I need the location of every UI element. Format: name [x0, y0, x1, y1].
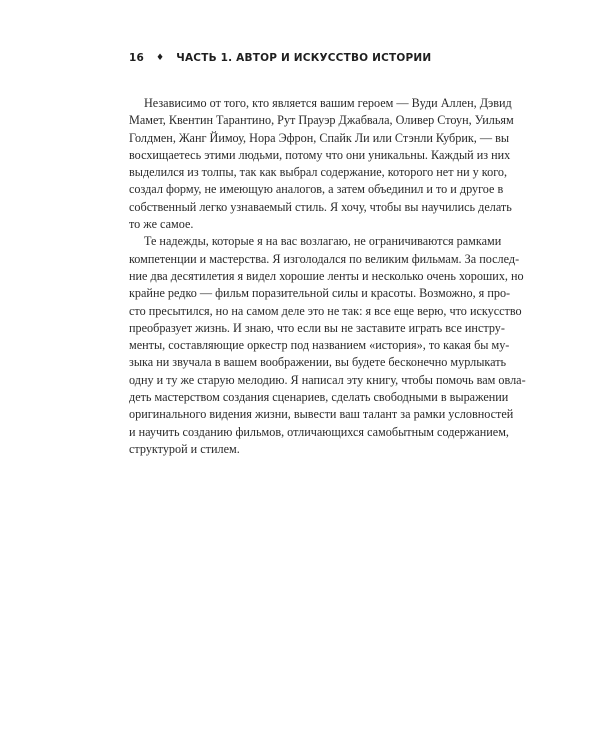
- diamond-separator-icon: ♦: [156, 52, 165, 63]
- paragraph-2-line: ние два десятилетия я видел хорошие ленты и несколько очень хороших, но: [129, 268, 524, 283]
- paragraph-2-line: одну и ту же старую мелодию. Я написал эту книгу, чтобы помочь вам овла-: [129, 372, 526, 387]
- paragraph-1-line: Голдмен, Жанг Йимоу, Нора Эфрон, Спайк Ли или Стэнли Кубрик, — вы: [129, 130, 510, 145]
- paragraph-1-line: собственный легко узнаваемый стиль. Я хочу, чтобы вы научились делать: [129, 199, 512, 214]
- paragraph-2-line: структурой и стилем.: [129, 441, 240, 456]
- paragraph-1-line: Независимо от того, кто является вашим героем — Вуди Аллен, Дэвид: [144, 96, 512, 110]
- chapter-title: ЧАСТЬ 1. АВТОР И ИСКУССТВО ИСТОРИИ: [176, 52, 432, 64]
- page-number: 16: [129, 52, 145, 64]
- paragraph-2-line: деть мастерством создания сценариев, сделать свободными в выражении: [129, 390, 509, 405]
- paragraph-2-line: и научить созданию фильмов, отличающихся самобытным содержанием,: [129, 424, 509, 439]
- paragraph-1-line: создал форму, не имеющую аналогов, а затем объединил и то и другое в: [129, 182, 504, 197]
- paragraph-1-line: выделился из толпы, так как выбрал содержание, которого нет ни у кого,: [129, 165, 508, 180]
- paragraph-1-line: Мамет, Квентин Тарантино, Рут Прауэр Джабвала, Оливер Стоун, Уильям: [129, 113, 514, 128]
- paragraph-2-line: Те надежды, которые я на вас возлагаю, не ограничиваются рамками: [144, 234, 502, 249]
- paragraph-2-line: компетенции и мастерства. Я изголодался по великим фильмам. За послед-: [129, 251, 520, 266]
- paragraph-2-line: крайне редко — фильм поразительной силы и красоты. Возможно, я про-: [129, 286, 511, 301]
- paragraph-2-line: оригинального видения жизни, вывести ваш талант за рамки условностей: [129, 407, 514, 422]
- paragraph-1-line: то же самое.: [129, 217, 194, 232]
- paragraph-2-line: менты, составляющие оркестр под названием «история», то какая бы му-: [129, 338, 510, 353]
- paragraph-2-line: преобразует жизнь. И знаю, что если вы не заставите играть все инстру-: [129, 320, 505, 335]
- body-text: [129, 95, 526, 458]
- paragraph-2-line: сто пресытился, но на самом деле это не так: я все еще верю, что искусство: [129, 303, 522, 318]
- running-head: [129, 52, 431, 64]
- paragraph-2-line: зыка ни звучала в вашем воображении, вы будете бесконечно мурлыкать: [129, 355, 507, 370]
- paragraph-1-line: восхищаетесь этими людьми, потому что они уникальны. Каждый из них: [129, 147, 511, 162]
